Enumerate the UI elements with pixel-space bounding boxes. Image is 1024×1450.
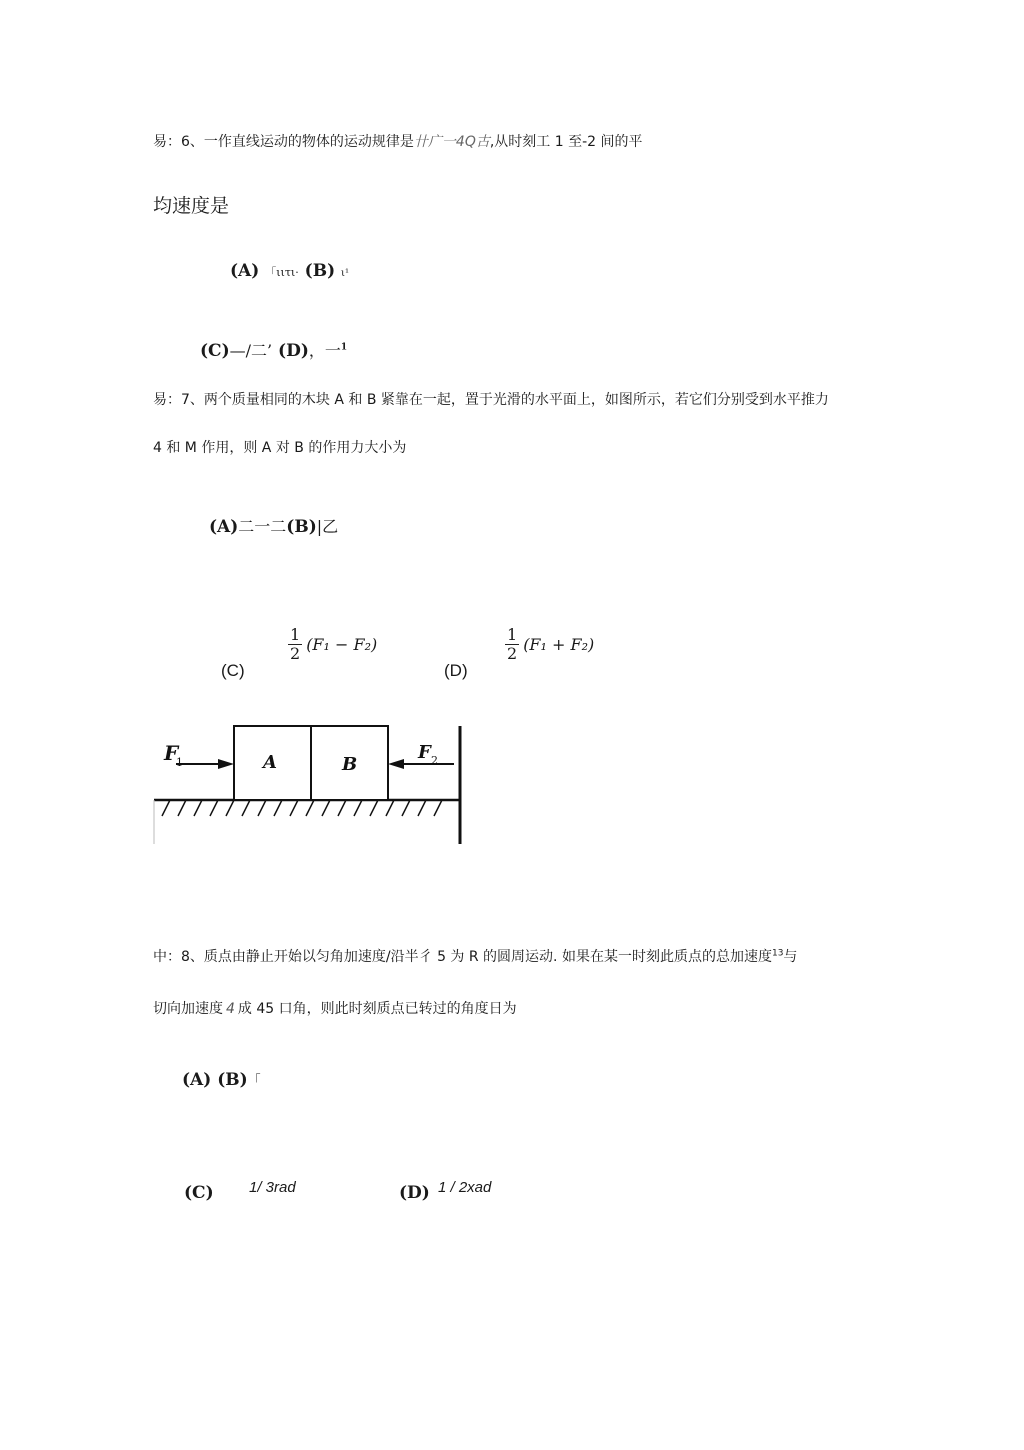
q7-option-d-expression: (F₁ + F₂): [523, 634, 595, 654]
q8-line2: [153, 998, 517, 1018]
q6-option-d-sup: 1: [340, 342, 348, 353]
q6-option-c-label: (C): [200, 341, 230, 361]
q7-option-c-denominator: 2: [290, 643, 301, 663]
q6-line1-prefix: 易：6、一作直线运动的物体的运动规律是: [153, 134, 414, 150]
q6-line1-suffix: ,从时刻工 1 至-2 间的平: [489, 134, 643, 150]
q8-option-b-label: (B): [217, 1070, 248, 1090]
force-f2-arrowhead: [388, 759, 404, 769]
q7-option-d-numerator: 1: [507, 625, 518, 644]
q8-line2-suffix: 成 45 口角，则此时刻质点已转过的角度日为: [237, 1001, 517, 1017]
q6-motion-formula: 卄广一4Q古: [413, 134, 490, 150]
q8-line1-sup: 13: [771, 948, 784, 959]
q8-option-a-label: (A): [182, 1070, 212, 1090]
q8-options-ab: [182, 1070, 261, 1090]
q6-option-d-label: (D): [278, 341, 309, 361]
q8-option-c-value: 1/ 3rad: [249, 1179, 296, 1196]
q6-options-cd: [200, 338, 347, 361]
q6-option-a-label: (A): [230, 261, 260, 281]
q6-options-ab: [230, 261, 349, 281]
q8-line1-prefix: 中：8、质点由静止开始以匀角加速度/沿半彳 5 为 R 的圆周运动. 如果在某一时刻此质点的总加速度: [153, 949, 772, 965]
q6-option-a-text: 「ιιτι·: [265, 266, 299, 279]
force-f1-arrowhead: [218, 759, 234, 769]
q7-option-c-formula: [288, 626, 377, 662]
q8-option-d-label: (D): [399, 1183, 430, 1203]
label-block-b: B: [342, 754, 358, 775]
q7-option-c-label: (C): [221, 661, 245, 680]
q8-line2-prefix: 切向加速度: [153, 1001, 223, 1017]
q6-line1: [153, 131, 643, 151]
q6-option-b-text: ι¹: [341, 268, 349, 279]
q7-option-a-text: 二一二: [238, 517, 287, 536]
label-f2-subscript: 2: [431, 754, 438, 767]
q7-option-a-label: (A): [209, 517, 239, 537]
label-block-a: A: [263, 752, 277, 773]
q6-option-d-text: ，一: [308, 341, 341, 360]
q7-line1: 易：7、两个质量相同的木块 A 和 B 紧靠在一起，置于光滑的水平面上，如图所示，若它们分别受到水平推力: [153, 392, 829, 408]
ground-hatching: [162, 800, 442, 816]
q7-option-c-expression: (F₁ − F₂): [306, 634, 378, 654]
q8-option-b-text: 「: [247, 1074, 261, 1089]
label-f1: F: [164, 741, 179, 765]
q8-option-c-label: (C): [184, 1183, 214, 1203]
q7-option-c-fraction: [288, 626, 302, 662]
q8-line1-suffix: 与: [783, 949, 798, 965]
q7-option-d-fraction: [505, 626, 519, 662]
q7-options-ab: [209, 514, 338, 537]
q6-line2: 均速度是: [153, 195, 230, 217]
q8-line1: [153, 946, 797, 966]
q6-option-c-text: —/二’: [229, 341, 273, 360]
q8-option-d-value: 1 / 2xad: [438, 1179, 492, 1196]
q7-option-b-text: |乙: [316, 517, 339, 536]
q7-blocks-figure: [150, 722, 470, 848]
q7-option-d-formula: [505, 626, 594, 662]
q7-line2: 4 和 M 作用，则 A 对 B 的作用力大小为: [153, 440, 407, 456]
q7-option-d-label: (D): [444, 661, 468, 680]
q6-option-b-label: (B): [304, 261, 336, 281]
q7-option-b-label: (B): [286, 517, 317, 537]
q7-option-c-numerator: 1: [290, 625, 301, 644]
q7-option-d-denominator: 2: [507, 643, 518, 663]
label-f1-subscript: 1: [176, 756, 183, 769]
q8-line2-italic: 4: [226, 1001, 235, 1017]
label-f2: F: [418, 742, 431, 763]
